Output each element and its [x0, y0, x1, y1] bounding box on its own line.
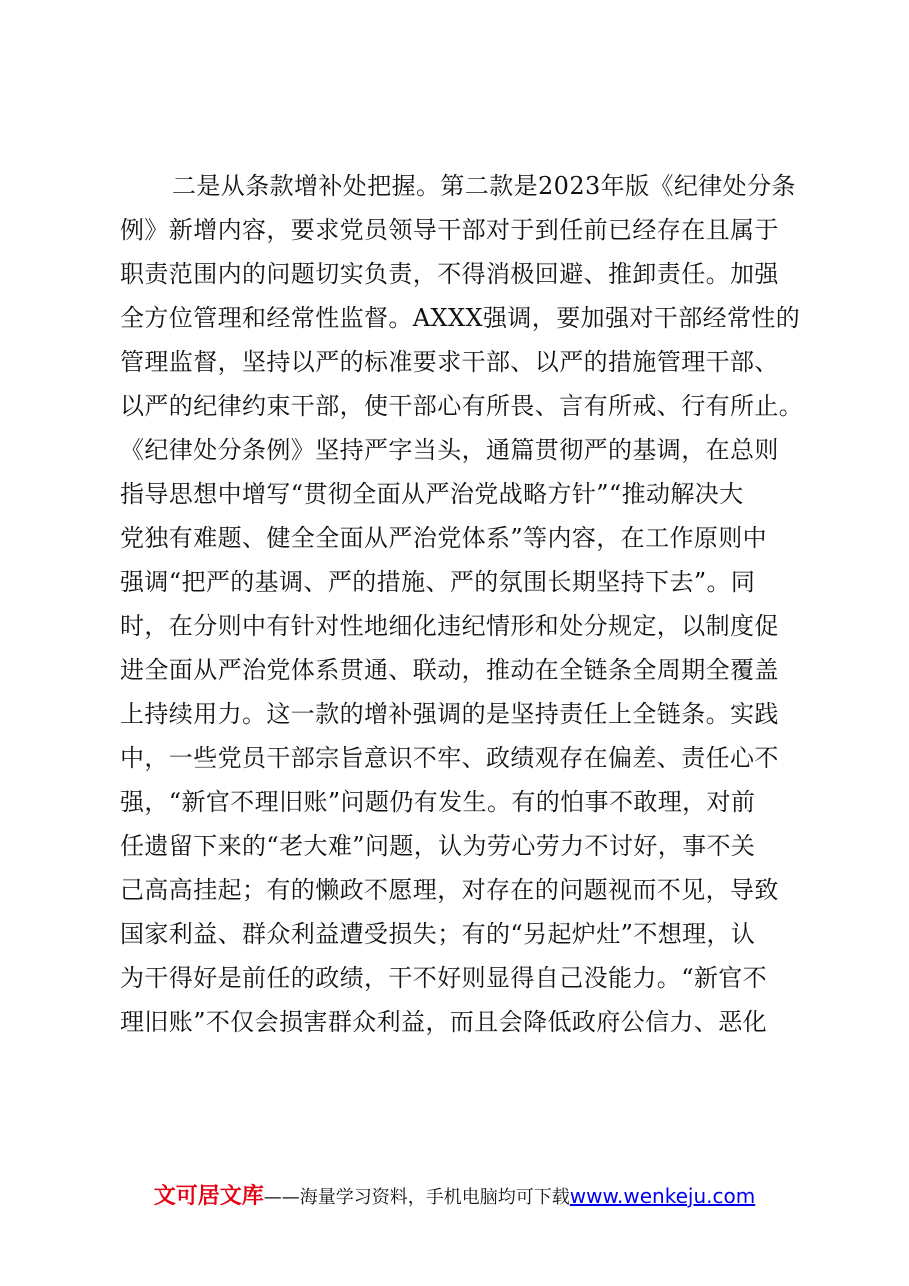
paragraph-line-1: 二是从条款增补处把握。第二款是2023年版《纪律处分条	[172, 172, 796, 200]
paragraph-line-7: 《纪律处分条例》坚持严字当头，通篇贯彻严的基调，在总则	[120, 436, 779, 464]
paragraph-line-6: 以严的纪律约束干部，使干部心有所畏、言有所戒、行有所止。	[120, 392, 804, 420]
paragraph-line-17: 己高高挂起；有的懒政不愿理，对存在的问题视而不见，导致	[120, 876, 779, 904]
paragraph-line-18: 国家利益、群众利益遭受损失；有的“另起炉灶”不想理，认	[120, 920, 756, 948]
footer-tagline: ——海量学习资料，手机电脑均可下载	[263, 1187, 570, 1208]
footer-brand: 文可居文库	[153, 1184, 264, 1209]
paragraph-line-14: 中，一些党员干部宗旨意识不牢、政绩观存在偏差、责任心不	[120, 744, 779, 772]
footer-url-link[interactable]: www.wenkeju.com	[569, 1184, 756, 1208]
paragraph-line-16: 任遗留下来的“老大难”问题，认为劳心劳力不讨好，事不关	[120, 832, 756, 860]
paragraph-line-3: 职责范围内的问题切实负责，不得消极回避、推卸责任。加强	[120, 260, 779, 288]
footer-banner	[0, 1180, 909, 1214]
paragraph-line-12: 进全面从严治党体系贯通、联动，推动在全链条全周期全覆盖	[120, 656, 779, 684]
paragraph-line-5: 管理监督，坚持以严的标准要求干部、以严的措施管理干部、	[120, 348, 779, 376]
paragraph-line-2: 例》新增内容，要求党员领导干部对于到任前已经存在且属于	[120, 216, 779, 244]
paragraph-line-15: 强，“新官不理旧账”问题仍有发生。有的怕事不敢理，对前	[120, 788, 756, 816]
paragraph-line-20: 理旧账”不仅会损害群众利益，而且会降低政府公信力、恶化	[120, 1008, 768, 1036]
paragraph-line-19: 为干得好是前任的政绩，干不好则显得自己没能力。“新官不	[120, 964, 768, 992]
paragraph-line-11: 时，在分则中有针对性地细化违纪情形和处分规定，以制度促	[120, 612, 779, 640]
paragraph-line-9: 党独有难题、健全全面从严治党体系”等内容，在工作原则中	[120, 524, 768, 552]
paragraph-line-8: 指导思想中增写“贯彻全面从严治党战略方针”“推动解决大	[120, 480, 744, 508]
paragraph-line-13: 上持续用力。这一款的增补强调的是坚持责任上全链条。实践	[120, 700, 779, 728]
paragraph-line-4: 全方位管理和经常性监督。AXXX强调，要加强对干部经常性的	[120, 304, 801, 332]
paragraph-line-10: 强调“把严的基调、严的措施、严的氛围长期坚持下去”。同	[120, 568, 756, 596]
